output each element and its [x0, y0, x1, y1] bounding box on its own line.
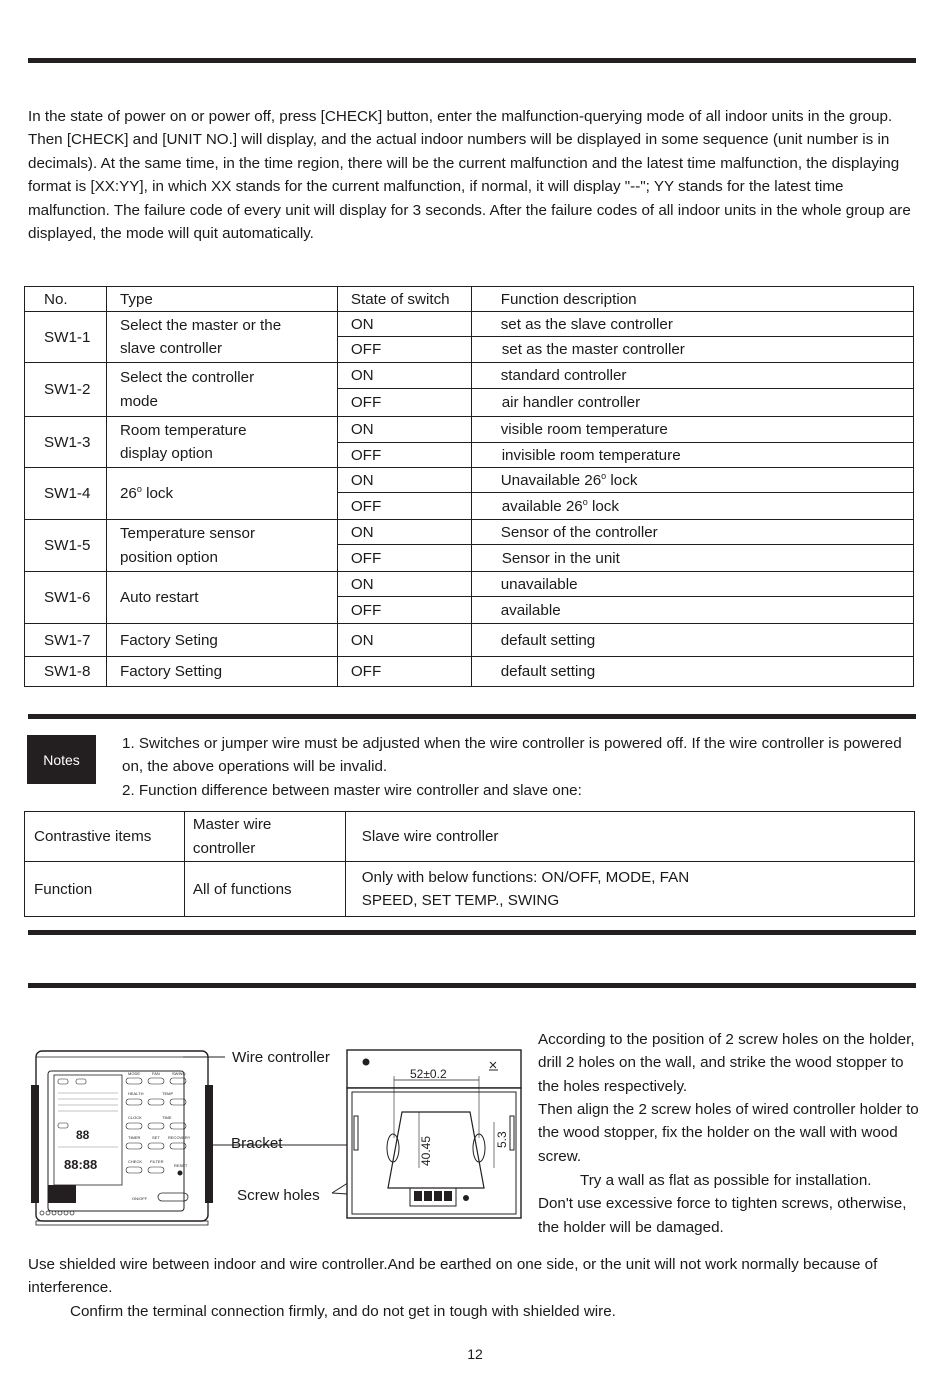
- switch-on: ON: [350, 523, 374, 541]
- switch-no: SW1-1: [44, 328, 91, 346]
- table-row: [25, 312, 914, 337]
- compare-row-label: Function: [34, 880, 93, 898]
- intro-paragraph: In the state of power on or power off, press [CHECK] button, enter the malfunction-querying mode of all indoor units in the group. Then [CHECK] and [UNIT NO.] will display, and the actual indoor numbers will be displayed in some sequence (unit number is in decimals). At the same time, in the time region, there will be the current malfunction and the latest time malfunction, the displaying format is [XX:YY], in which XX stands for the current malfunction, if normal, it will display "--"; YY stands for the latest time malfunction. The failure code of every unit will display for 3 seconds. After the failure codes of all indoor units in the whole group are displayed, the mode will quit automatically.: [28, 108, 911, 243]
- switch-type: Room temperature display option: [119, 421, 247, 462]
- dimension-width: 52±0.2: [410, 1067, 447, 1081]
- switch-type: Select the master or the slave controller: [119, 316, 282, 357]
- label-bracket: Bracket: [231, 1135, 283, 1152]
- on-desc-suffix: lock: [606, 472, 638, 490]
- off-desc-value: available 26: [501, 498, 583, 516]
- switch-no: SW1-3: [44, 433, 91, 451]
- compare-table: [24, 811, 915, 917]
- table-row: [25, 862, 915, 917]
- switch-state: OFF: [350, 663, 382, 680]
- switch-on: ON: [350, 367, 374, 384]
- compare-row-slave: Only with below functions: ON/OFF, MODE, FAN SPEED, SET TEMP., SWING: [361, 868, 690, 909]
- table-row: [25, 657, 914, 687]
- switch-on-desc: standard controller: [500, 367, 627, 384]
- switch-off: OFF: [350, 497, 382, 515]
- btn-time-label: TIME: [162, 1115, 172, 1120]
- switch-off: OFF: [350, 549, 382, 567]
- switch-off-desc: available: [500, 601, 561, 619]
- compare-table-header: [25, 812, 915, 862]
- switch-no: SW1-7: [44, 631, 91, 649]
- table-row: [25, 363, 914, 389]
- table-row: [25, 520, 914, 545]
- switch-on: ON: [350, 471, 374, 489]
- top-rule: [28, 58, 916, 63]
- btn-set-label: SET: [152, 1135, 160, 1140]
- install-paragraph-3: Try a wall as flat as possible for installation. Don't use excessive force to tighten screws, otherwise, the holder will be damaged.: [538, 1172, 907, 1236]
- label-wire-controller: Wire controller: [232, 1049, 330, 1066]
- btn-swing-label: SWING: [172, 1071, 186, 1076]
- header-desc: Function description: [500, 290, 637, 308]
- on-desc-value: Unavailable 26: [500, 472, 602, 490]
- switch-table-header: [25, 287, 914, 312]
- degree-sup: o: [136, 484, 142, 495]
- header-no: No.: [44, 290, 68, 308]
- note-1: 1. Switches or jumper wire must be adjusted when the wire controller is powered off. If the wire controller is powered on, the above operations will be invalid.: [122, 735, 902, 776]
- switch-no: SW1-6: [44, 589, 91, 606]
- btn-check-label: CHECK: [128, 1159, 143, 1164]
- switch-no: SW1-8: [44, 663, 91, 680]
- switch-desc: default setting: [500, 631, 596, 649]
- notes-rule: [28, 714, 916, 719]
- switch-no: SW1-2: [44, 381, 91, 398]
- header-state: State of switch: [350, 290, 450, 308]
- type-suffix: lock: [141, 485, 174, 503]
- wiring-paragraph-1: Use shielded wire between indoor and wire controller.And be earthed on one side, or the unit will not work normally because of interference.: [28, 1256, 878, 1297]
- btn-filter-label: FILTER: [150, 1159, 164, 1164]
- switch-on-desc: unavailable: [500, 575, 578, 593]
- switch-no: SW1-4: [44, 485, 91, 502]
- btn-fan-label: FAN: [152, 1071, 160, 1076]
- switch-no: SW1-5: [44, 537, 91, 554]
- table-row: [25, 417, 914, 443]
- switch-off-desc: set as the master controller: [501, 341, 685, 358]
- switch-off-desc: invisible room temperature: [501, 446, 681, 464]
- section-end-rule: [28, 930, 916, 935]
- table-row: [25, 624, 914, 657]
- install-paragraph-1: According to the position of 2 screw holes on the holder, drill 2 holes on the wall, and strike the wood stopper to the holes respectively.: [538, 1031, 915, 1095]
- switch-state: ON: [350, 631, 374, 649]
- btn-recovery-label: RECOVERY: [168, 1135, 191, 1140]
- header-type: Type: [119, 290, 153, 308]
- compare-head-items: Contrastive items: [34, 827, 152, 845]
- notes-badge: Notes: [27, 735, 96, 784]
- btn-mode-label: MODE: [128, 1071, 140, 1076]
- off-desc-suffix: lock: [587, 498, 619, 516]
- switch-type: Factory Setting: [119, 663, 223, 680]
- switch-type: Auto restart: [119, 589, 199, 606]
- switch-on-desc: set as the slave controller: [500, 315, 673, 333]
- switch-on-desc: Sensor of the controller: [500, 523, 658, 541]
- bracket-drawing: [344, 1048, 526, 1223]
- btn-reset-label: RESET: [174, 1163, 188, 1168]
- switch-off: OFF: [350, 601, 382, 619]
- switch-off-desc: [472, 497, 913, 515]
- degree-sup: o: [601, 470, 607, 481]
- switch-desc: default setting: [500, 663, 596, 680]
- compare-row-master: All of functions: [192, 880, 292, 898]
- compare-head-master: Master wire controller: [192, 816, 272, 857]
- switch-on: ON: [350, 315, 374, 333]
- switch-on: ON: [350, 421, 374, 438]
- switch-type: [107, 484, 337, 502]
- page-number: 12: [467, 1346, 483, 1362]
- install-paragraph-2: Then align the 2 screw holes of wired controller holder to the wood stopper, fix the holder on the wall with wood screw.: [538, 1101, 919, 1165]
- btn-temp-label: TEMP: [162, 1091, 174, 1096]
- lcd-clock-digits: 88:88: [64, 1157, 98, 1172]
- dimension-height: 40.45: [419, 1135, 433, 1166]
- btn-timer-label: TIMER: [128, 1135, 141, 1140]
- label-screw-holes: Screw holes: [237, 1187, 320, 1204]
- btn-clock-label: CLOCK: [128, 1115, 142, 1120]
- btn-onoff-label: ON/OFF: [132, 1196, 148, 1201]
- switch-off: OFF: [350, 446, 382, 464]
- switch-on-desc: [472, 471, 913, 489]
- install-section-rule: [28, 983, 916, 988]
- switch-type: Factory Seting: [119, 631, 218, 649]
- note-2: 2. Function difference between master wire controller and slave one:: [122, 782, 582, 799]
- switch-off-desc: Sensor in the unit: [501, 549, 620, 567]
- switch-on: ON: [350, 575, 374, 593]
- type-value: 26: [119, 485, 137, 503]
- switch-off: OFF: [350, 341, 382, 358]
- switch-table: [24, 286, 914, 687]
- lcd-small-digits: 88: [76, 1128, 90, 1142]
- switch-type: Select the controller mode: [119, 369, 255, 410]
- btn-health-label: HEALTH: [128, 1091, 144, 1096]
- switch-type: Temperature sensor position option: [119, 525, 255, 566]
- dimension-side: 5.3: [495, 1131, 509, 1148]
- compare-head-slave: Slave wire controller: [361, 828, 499, 845]
- switch-off-desc: air handler controller: [501, 394, 641, 411]
- table-row: [25, 468, 914, 493]
- switch-off: OFF: [350, 394, 382, 411]
- table-row: [25, 572, 914, 597]
- switch-on-desc: visible room temperature: [500, 421, 668, 438]
- wiring-paragraph-2: Confirm the terminal connection firmly, and do not get in tough with shielded wire.: [70, 1303, 616, 1320]
- degree-sup: o: [582, 496, 588, 507]
